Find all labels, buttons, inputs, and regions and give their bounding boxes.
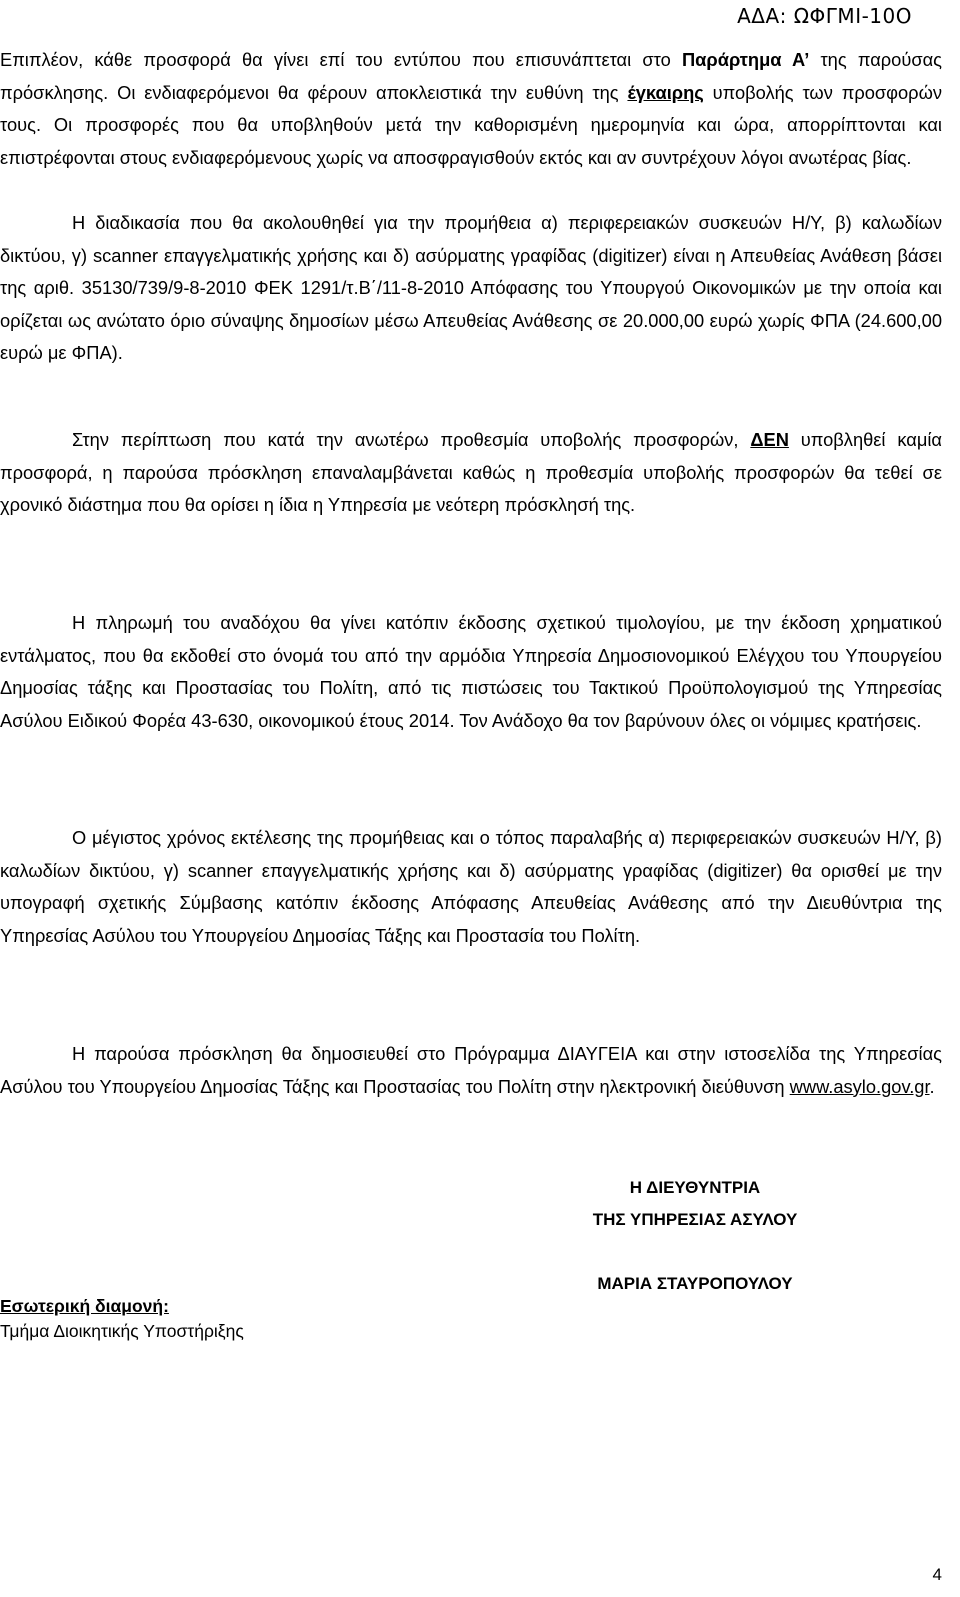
timely-label: έγκαιρης [627,81,704,103]
internal-distribution [0,1294,244,1344]
asylo-website-link[interactable]: www.asylo.gov.gr [789,1075,930,1097]
p1-text-1: Επιπλέον, κάθε προσφορά θα γίνει επί του εντύπου που επισυνάπτεται στο [0,49,682,70]
signature-title-1: Η ΔΙΕΥΘΥΝΤΡΙΑ [629,1178,761,1197]
p6-text-2: . [929,1075,935,1097]
p1-text-2: της παρούσας πρόσκλησης. Οι ενδιαφερόμενοι θα φέρουν αποκλειστικά την ευθύνη της [0,49,942,103]
paragraph-payment: Η πληρωμή του αναδόχου θα γίνει κατόπιν έκδοσης σχετικού τιμολογίου, με την έκδοση χρηματικού εντάλματος, που θα εκδοθεί στο όνομά του από την αρμόδια Υπηρεσία Δημοσιονομικού Ελέγχου του Υπουργείου Δημοσίας τάξης και Προστασίας του Πολίτη, από τις πιστώσεις του Τακτικού Προϋπολογισμού της Υπηρεσίας Ασύλου Ειδικού Φορέα 43-630, οικονομικού έτους 2014. Τον Ανάδοχο θα τον βαρύνουν όλες οι νόμιμες κρατήσεις. [0,612,942,731]
den-label: ΔΕΝ [750,429,789,450]
paragraph-delivery: Ο μέγιστος χρόνος εκτέλεσης της προμήθειας και ο τόπος παραλαβής α) περιφερειακών συσκευών Η/Υ, β) καλωδίων δικτύου, γ) scanner επαγγελματικής χρήσης και δ) ασύρματης γραφίδας (digitizer) θα ορισθεί με την υπογραφή σχετικής Σύμβασης κατόπιν έκδοσης Απόφασης Απευθείας Ανάθεσης από την Διευθύντρια της Υπηρεσίας Ασύλου του Υπουργείου Δημοσίας Τάξης και Προστασία του Πολίτη. [0,827,942,946]
annex-a-label: Παράρτημα Α’ [681,49,810,70]
paragraph-no-offers [0,424,942,522]
paragraph-offers [0,44,942,174]
internal-distribution-value: Τμήμα Διοικητικής Υποστήριξης [0,1321,244,1341]
p6-text-1: Η παρούσα πρόσκληση θα δημοσιευθεί στο Πρόγραμμα ΔΙΑΥΓΕΙΑ και στην ιστοσελίδα της Υπηρεσίας Ασύλου του Υπουργείου Δημοσίας Τάξης και Προστασίας του Πολίτη στην ηλεκτρονική διεύθυνση [0,1043,942,1097]
p3-text-1: Στην περίπτωση που κατά την ανωτέρω προθεσμία υποβολής προσφορών, [72,429,751,450]
internal-distribution-label: Εσωτερική διαμονή: [0,1296,169,1316]
page-number: 4 [932,1565,942,1584]
paragraph-procedure: Η διαδικασία που θα ακολουθηθεί για την προμήθεια α) περιφερειακών συσκευών Η/Υ, β) καλωδίων δικτύου, γ) scanner επαγγελματικής χρήσης και δ) ασύρματης γραφίδας (digitizer) είναι η Απευθείας Ανάθεση βάσει της αριθ. 35130/739/9-8-2010 ΦΕΚ 1291/τ.Β΄/11-8-2010 Απόφασης του Υπουργού Οικονομικών με την οποία και ορίζεται ως ανώτατο όριο σύναψης δημοσίων μέσω Απευθείας Ανάθεσης σε 20.000,00 ευρώ χωρίς ΦΠΑ (24.600,00 ευρώ με ΦΠΑ). [0,212,942,364]
ada-header: ΑΔΑ: ΩΦΓΜΙ-10Ο [737,4,912,28]
paragraph-publication [0,1038,942,1103]
signature-title-2: ΤΗΣ ΥΠΗΡΕΣΙΑΣ ΑΣΥΛΟΥ [592,1210,798,1229]
p1-text-3: υποβολής των προσφορών τους. Οι προσφορές που θα υποβληθούν μετά την καθορισμένη ημερομηνία και ώρα, απορρίπτονται και επιστρέφονται στους ενδιαφερόμενους χωρίς να αποσφραγισθούν εκτός και αν συντρέχουν λόγοι ανωτέρας βίας. [0,81,942,168]
signature-name: ΜΑΡΙΑ ΣΤΑΥΡΟΠΟΥΛΟΥ [597,1274,793,1293]
p3-text-2: υποβληθεί καμία προσφορά, η παρούσα πρόσκληση επαναλαμβάνεται καθώς η προθεσμία υποβολής προσφορών θα τεθεί σε χρονικό διάστημα που θα ορίσει η ίδια η Υπηρεσία με νεότερη πρόσκλησή της. [0,429,942,516]
signature-block [580,1172,810,1300]
